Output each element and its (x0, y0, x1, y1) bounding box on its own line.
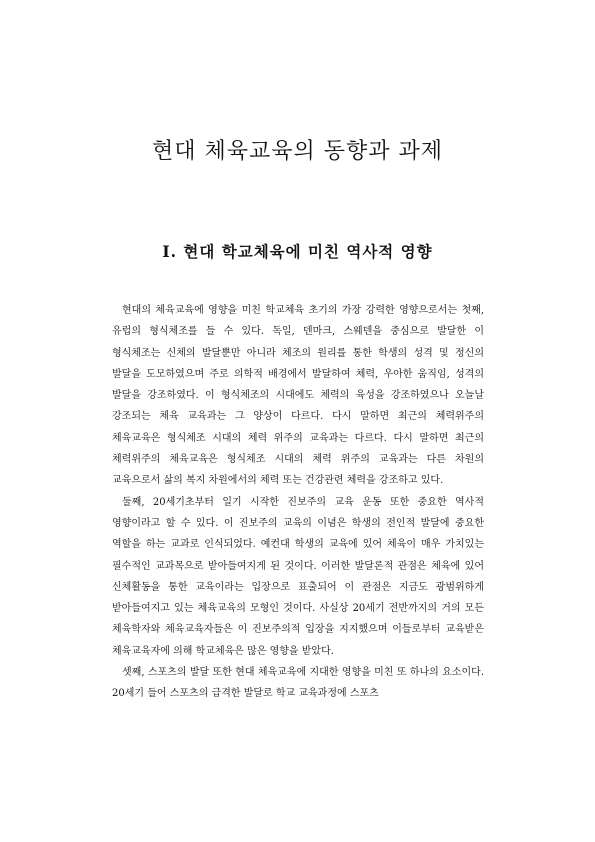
section-heading: Ⅰ. 현대 학교체육에 미친 역사적 영향 (162, 242, 433, 261)
paragraph: 둘째, 20세기초부터 일기 시작한 진보주의 교육 운동 또한 중요한 역사적 영향이라고 할 수 있다. 이 진보주의 교육의 이념은 학생의 전인적 발달에 중요한 역할을 하는 교과로 인식되었다. 예컨대 학생의 교육에 있어 체육이 매우 가치있는 필수적인 교과목으로 받아들여지게 된 것이다. 이러한 발달론적 관점은 체육에 있어 신체활동을 통한 교육이라는 입장으로 표출되어 이 관점은 지금도 광범위하게 받아들여지고 있는 체육교육의 모형인 것이다. 사실상 20세기 전반까지의 거의 모든 체육학자와 체육교육자들은 이 진보주의적 입장을 지지했으며 이들로부터 교육받은 체육교육자에 의해 학교체육은 많은 영향을 받았다. (112, 496, 484, 657)
paragraph: 셋째, 스포츠의 발달 또한 현대 체육교육에 지대한 영향을 미친 또 하나의 요소이다. 20세기 들어 스포츠의 급격한 발달로 학교 교육과정에 스포츠 (112, 667, 484, 700)
body-text (112, 300, 484, 705)
paragraph: 현대의 체육교육에 영향을 미친 학교체육 초기의 가장 강력한 영향으로서는 첫째, 유럽의 형식체조를 들 수 있다. 독일, 덴마크, 스웨덴을 중심으로 발달한 이 형식체조는 신체의 발달뿐만 아니라 체조의 원리를 통한 학생의 성격 및 정신의 발달을 도모하였으며 주로 의학적 배경에서 발달하여 체력, 우아한 움직임, 성격의 발달을 강조하였다. 이 형식체조의 시대에도 체력의 육성을 강조하였으나 오늘날 강조되는 체육 교육과는 그 양상이 다르다. 다시 말하면 최근의 체력위주의 체육교육은 형식체조 시대의 체력 위주의 교육과는 다르다. 다시 말하면 최근의 체력위주의 체육교육은 형식체조 시대의 체력 위주의 교육과는 다른 차원의 교육으로서 삶의 복지 차원에서의 체력 또는 건강관련 체력을 강조하고 있다. (112, 305, 484, 487)
document-title: 현대 체육교육의 동향과 과제 (151, 139, 443, 164)
